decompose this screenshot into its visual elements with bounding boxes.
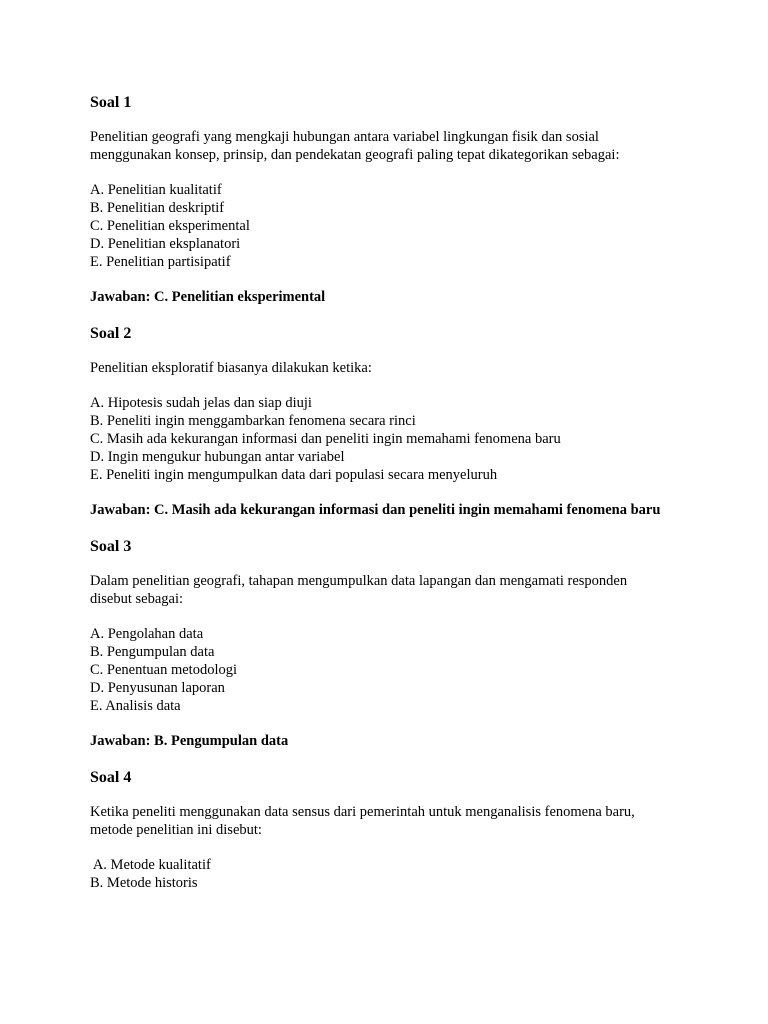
- answer-options: [90, 856, 678, 892]
- question-1: [90, 92, 678, 306]
- answer-key: Jawaban: C. Penelitian eksperimental: [90, 289, 326, 305]
- option-b: B. Pengumpulan data: [90, 644, 215, 660]
- question-4: [90, 767, 678, 892]
- question-3: [90, 536, 678, 750]
- option-a: A. Pengolahan data: [90, 626, 204, 642]
- answer-options: [90, 181, 678, 271]
- option-a: A. Penelitian kualitatif: [90, 182, 222, 198]
- option-e: E. Peneliti ingin mengumpulkan data dari populasi secara menyeluruh: [90, 467, 498, 483]
- answer-key: Jawaban: C. Masih ada kekurangan informasi dan peneliti ingin memahami fenomena baru: [90, 502, 661, 518]
- question-text: Penelitian eksploratif biasanya dilakukan ketika:: [90, 360, 372, 376]
- option-d: D. Penelitian eksplanatori: [90, 236, 241, 252]
- answer-options: [90, 625, 678, 715]
- question-2: [90, 323, 678, 519]
- option-b: B. Metode historis: [90, 875, 198, 891]
- option-b: B. Penelitian deskriptif: [90, 200, 225, 216]
- answer-options: [90, 394, 678, 484]
- question-text: Ketika peneliti menggunakan data sensus dari pemerintah untuk menganalisis fenomena baru, metode penelitian ini disebut:: [90, 804, 635, 838]
- option-c: C. Penentuan metodologi: [90, 662, 237, 678]
- question-text: Dalam penelitian geografi, tahapan mengumpulkan data lapangan dan mengamati responden disebut sebagai:: [90, 573, 628, 607]
- question-title: Soal 2: [90, 325, 132, 342]
- option-d: D. Penyusunan laporan: [90, 680, 225, 696]
- question-text: Penelitian geografi yang mengkaji hubungan antara variabel lingkungan fisik dan sosial menggunakan konsep, prinsip, dan pendekatan geografi paling tepat dikategorikan sebagai:: [90, 129, 620, 163]
- option-e: E. Analisis data: [90, 698, 181, 714]
- option-a: A. Hipotesis sudah jelas dan siap diuji: [90, 395, 312, 411]
- answer-key: Jawaban: B. Pengumpulan data: [90, 733, 289, 749]
- option-e: E. Penelitian partisipatif: [90, 254, 231, 270]
- option-b: B. Peneliti ingin menggambarkan fenomena secara rinci: [90, 413, 416, 429]
- option-d: D. Ingin mengukur hubungan antar variabel: [90, 449, 345, 465]
- question-title: Soal 1: [90, 94, 132, 111]
- option-a: A. Metode kualitatif: [90, 857, 211, 873]
- option-c: C. Masih ada kekurangan informasi dan peneliti ingin memahami fenomena baru: [90, 431, 561, 447]
- question-title: Soal 3: [90, 538, 132, 555]
- option-c: C. Penelitian eksperimental: [90, 218, 250, 234]
- question-title: Soal 4: [90, 769, 132, 786]
